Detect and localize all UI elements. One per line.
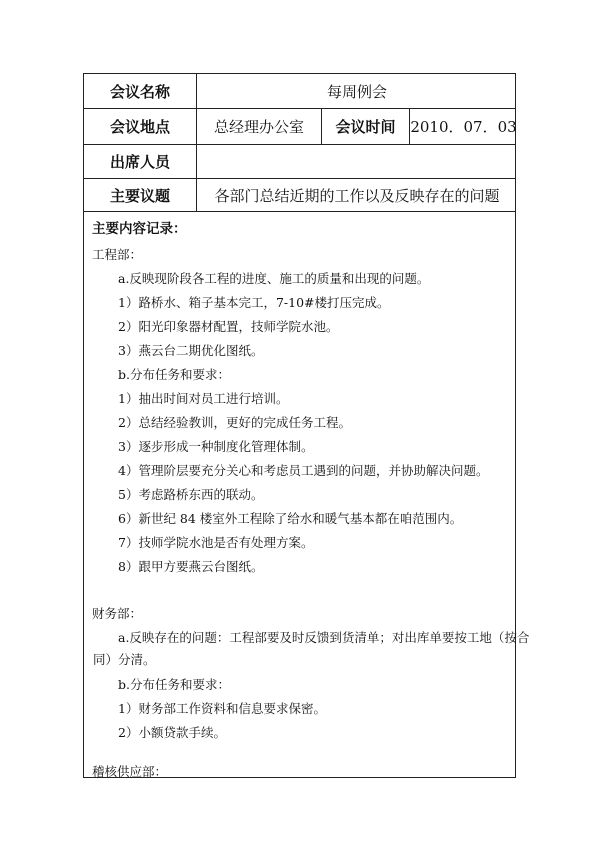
- list-item: 1）财务部工作资料和信息要求保密。: [118, 701, 326, 716]
- location-value: 总经理办公室: [196, 109, 321, 144]
- list-item: 2）总结经验教训，更好的完成任务工程。: [118, 415, 351, 430]
- topic-label: 主要议题: [109, 186, 170, 205]
- topic-row: [84, 179, 515, 212]
- minutes-content: [84, 212, 530, 779]
- list-item: 6）新世纪 84 楼室外工程除了给水和暖气基本都在咱范围内。: [118, 511, 463, 526]
- time-label: 会议时间: [321, 109, 409, 144]
- list-item: 1）抽出时间对员工进行培训。: [118, 391, 289, 406]
- meeting-minutes-table: [83, 73, 530, 779]
- content-heading: 主要内容记录：: [92, 221, 187, 237]
- list-item: 2）阳光印象器材配置，技师学院水池。: [118, 319, 339, 334]
- meeting-name-value: 每周例会: [196, 74, 517, 108]
- finance-title: 财务部：: [92, 606, 143, 621]
- list-item: 4）管理阶层要充分关心和考虑员工遇到的问题，并协助解决问题。: [118, 463, 489, 478]
- attendees-row: [84, 145, 515, 179]
- audit-supply-title: 稽核供应部：: [92, 764, 168, 779]
- meeting-name-label: 会议名称: [109, 82, 170, 101]
- engineering-title: 工程部：: [92, 247, 143, 262]
- attendees-label: 出席人员: [109, 153, 170, 171]
- list-item: 2）小额贷款手续。: [118, 725, 226, 740]
- engineering-section-b: b.分布任务和要求：: [118, 367, 230, 382]
- meeting-name-row: [84, 74, 515, 109]
- location-label: 会议地点: [109, 118, 170, 136]
- time-value: 2010．07．03: [409, 109, 517, 144]
- list-item: 3）逐步形成一种制度化管理体制。: [118, 439, 314, 454]
- finance-section-a-line2: 同）分清。: [93, 652, 156, 667]
- finance-section-a-line1: a.反映存在的问题：工程部要及时反馈到货清单；对出库单要按工地（按合: [118, 630, 530, 645]
- list-item: 3）燕云台二期优化图纸。: [118, 343, 264, 358]
- attendees-value: [196, 145, 517, 178]
- finance-section-b: b.分布任务和要求：: [118, 677, 230, 692]
- topic-value: 各部门总结近期的工作以及反映存在的问题: [196, 179, 517, 211]
- list-item: 1）路桥水、箱子基本完工，7-10#楼打压完成。: [118, 295, 390, 310]
- list-item: 7）技师学院水池是否有处理方案。: [118, 535, 314, 550]
- list-item: 8）跟甲方要燕云台图纸。: [118, 559, 264, 574]
- list-item: 5）考虑路桥东西的联动。: [118, 487, 264, 502]
- engineering-section-a: a.反映现阶段各工程的进度、施工的质量和出现的问题。: [118, 271, 430, 286]
- location-time-row: [84, 109, 515, 145]
